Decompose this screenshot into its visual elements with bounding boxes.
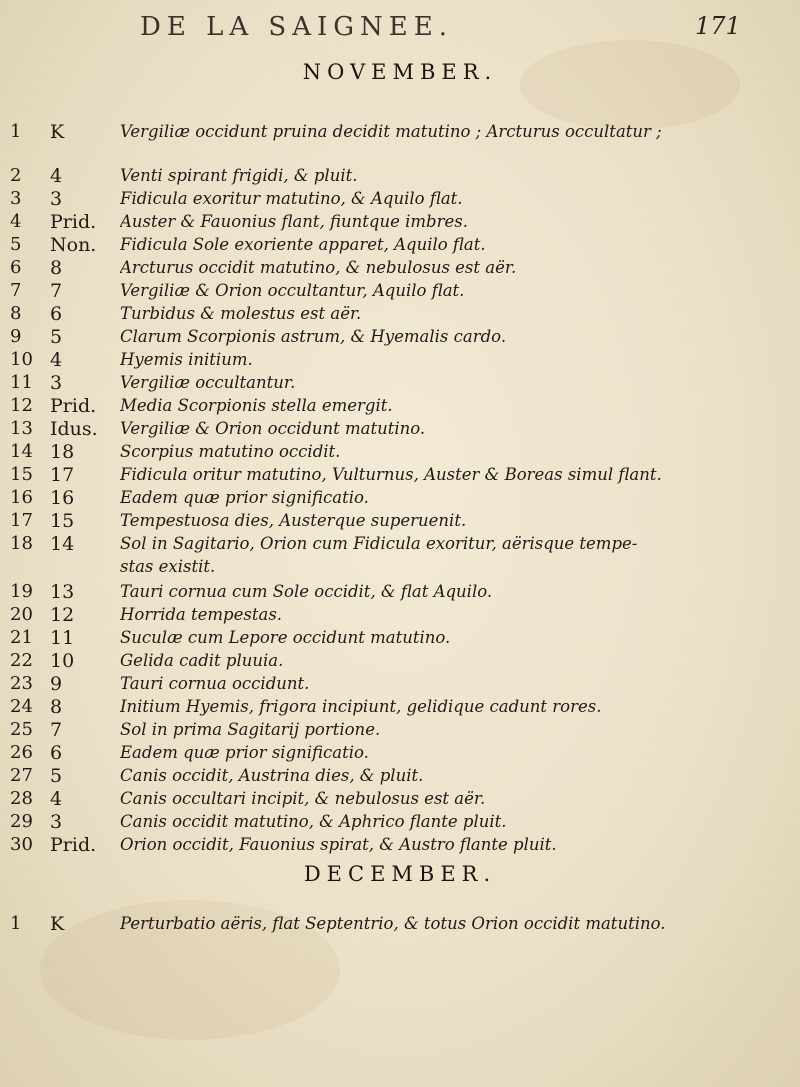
entry-text: Scorpius matutino occidit. — [120, 442, 341, 461]
day-number: 22 — [10, 650, 33, 671]
roman-date: 17 — [50, 464, 75, 486]
entry-text: Vergiliæ occultantur. — [120, 373, 296, 392]
day-number: 1 — [10, 121, 22, 142]
day-number: 14 — [10, 441, 33, 462]
entry-text: Media Scorpionis stella emergit. — [120, 396, 393, 415]
entry-text: Eadem quæ prior significatio. — [120, 743, 369, 762]
roman-date: 13 — [50, 581, 75, 603]
calendar-row — [0, 349, 800, 371]
roman-date: 12 — [50, 604, 75, 626]
day-number: 24 — [10, 696, 33, 717]
day-number: 20 — [10, 604, 33, 625]
day-number: 10 — [10, 349, 33, 370]
entry-text: Fidicula Sole exoriente apparet, Aquilo flat. — [120, 235, 486, 254]
entry-text: Tempestuosa dies, Austerque superuenit. — [120, 511, 467, 530]
calendar-row — [0, 280, 800, 302]
roman-date: 8 — [50, 696, 63, 718]
entry-text: Canis occidit, Austrina dies, & pluit. — [120, 766, 424, 785]
roman-date: Idus. — [50, 418, 98, 440]
calendar-row — [0, 303, 800, 325]
day-number: 27 — [10, 765, 33, 786]
day-number: 11 — [10, 372, 33, 393]
calendar-row — [0, 913, 800, 935]
roman-date: 6 — [50, 742, 63, 764]
roman-date: Prid. — [50, 395, 97, 417]
roman-date: 4 — [50, 165, 63, 187]
roman-date: 14 — [50, 533, 75, 555]
entry-text: Auster & Fauonius flant, fiuntque imbres. — [120, 212, 468, 231]
day-number: 18 — [10, 533, 33, 554]
entry-text: Gelida cadit pluuia. — [120, 651, 284, 670]
day-number: 30 — [10, 834, 33, 855]
calendar-row — [0, 326, 800, 348]
calendar-row — [0, 441, 800, 463]
calendar-row — [0, 765, 800, 787]
month-heading-november: NOVEMBER. — [302, 60, 498, 84]
roman-date: 4 — [50, 349, 63, 371]
calendar-row — [0, 464, 800, 486]
calendar-row — [0, 604, 800, 626]
day-number: 15 — [10, 464, 33, 485]
calendar-row — [0, 834, 800, 856]
roman-date: Prid. — [50, 211, 97, 233]
running-head: DE LA SAIGNEE. — [140, 12, 453, 42]
roman-date: 5 — [50, 326, 63, 348]
entry-text: Vergiliæ & Orion occidunt matutino. — [120, 419, 426, 438]
roman-date: 9 — [50, 673, 63, 695]
calendar-row — [0, 234, 800, 256]
entry-text: Tauri cornua occidunt. — [120, 674, 310, 693]
entry-text: Perturbatio aëris, flat Septentrio, & totus Orion occidit matutino. — [120, 914, 666, 933]
roman-date: K — [50, 913, 65, 935]
roman-date: 8 — [50, 257, 63, 279]
calendar-row — [0, 742, 800, 764]
calendar-row — [0, 395, 800, 417]
calendar-row — [0, 188, 800, 210]
day-number: 8 — [10, 303, 22, 324]
entry-text: Clarum Scorpionis astrum, & Hyemalis cardo. — [120, 327, 507, 346]
calendar-row — [0, 165, 800, 187]
calendar-row — [0, 418, 800, 440]
roman-date: 4 — [50, 788, 63, 810]
day-number: 12 — [10, 395, 33, 416]
entry-text: Vergiliæ occidunt pruina decidit matutino ; Arcturus occultatur ; — [120, 122, 662, 141]
entry-text: Orion occidit, Fauonius spirat, & Austro flante pluit. — [120, 835, 557, 854]
day-number: 13 — [10, 418, 33, 439]
day-number: 3 — [10, 188, 22, 209]
day-number: 26 — [10, 742, 33, 763]
roman-date: 16 — [50, 487, 75, 509]
entry-text: Suculæ cum Lepore occidunt matutino. — [120, 628, 451, 647]
entry-text: Turbidus & molestus est aër. — [120, 304, 362, 323]
day-number: 19 — [10, 581, 33, 602]
day-number: 7 — [10, 280, 22, 301]
entry-text: Vergiliæ & Orion occultantur, Aquilo flat. — [120, 281, 465, 300]
day-number: 4 — [10, 211, 22, 232]
calendar-row — [0, 533, 800, 555]
page-number: 171 — [695, 12, 741, 40]
paper-stain — [520, 40, 740, 130]
calendar-row — [0, 788, 800, 810]
roman-date: 3 — [50, 811, 63, 833]
calendar-row — [0, 510, 800, 532]
roman-date: Prid. — [50, 834, 97, 856]
entry-text: Fidicula exoritur matutino, & Aquilo flat. — [120, 189, 463, 208]
calendar-row — [0, 673, 800, 695]
calendar-row — [0, 211, 800, 233]
day-number: 29 — [10, 811, 33, 832]
roman-date: 10 — [50, 650, 75, 672]
entry-text: Venti spirant frigidi, & pluit. — [120, 166, 358, 185]
calendar-row — [0, 487, 800, 509]
roman-date: K — [50, 121, 65, 143]
day-number: 9 — [10, 326, 22, 347]
day-number: 21 — [10, 627, 33, 648]
month-heading-december: DECEMBER. — [303, 862, 497, 886]
entry-text-continuation: stas existit. — [120, 557, 216, 576]
day-number: 25 — [10, 719, 33, 740]
calendar-row — [0, 121, 800, 143]
entry-text: Sol in prima Sagitarij portione. — [120, 720, 381, 739]
roman-date: 7 — [50, 719, 63, 741]
day-number: 17 — [10, 510, 33, 531]
day-number: 6 — [10, 257, 22, 278]
roman-date: 11 — [50, 627, 75, 649]
calendar-row — [0, 719, 800, 741]
entry-text: Eadem quæ prior significatio. — [120, 488, 369, 507]
entry-text: Horrida tempestas. — [120, 605, 283, 624]
entry-text: Canis occultari incipit, & nebulosus est aër. — [120, 789, 486, 808]
entry-text: Tauri cornua cum Sole occidit, & flat Aquilo. — [120, 582, 493, 601]
roman-date: 3 — [50, 188, 63, 210]
calendar-row — [0, 372, 800, 394]
day-number: 28 — [10, 788, 33, 809]
roman-date: 6 — [50, 303, 63, 325]
day-number: 16 — [10, 487, 33, 508]
entry-text: Arcturus occidit matutino, & nebulosus est aër. — [120, 258, 517, 277]
entry-text: Hyemis initium. — [120, 350, 253, 369]
roman-date: 18 — [50, 441, 75, 463]
entry-text: Fidicula oritur matutino, Vulturnus, Auster & Boreas simul flant. — [120, 465, 662, 484]
roman-date: 7 — [50, 280, 63, 302]
roman-date: 3 — [50, 372, 63, 394]
calendar-row — [0, 650, 800, 672]
calendar-row — [0, 627, 800, 649]
entry-text: Canis occidit matutino, & Aphrico flante pluit. — [120, 812, 507, 831]
day-number: 23 — [10, 673, 33, 694]
calendar-row — [0, 257, 800, 279]
day-number: 1 — [10, 913, 22, 934]
roman-date: Non. — [50, 234, 97, 256]
roman-date: 5 — [50, 765, 63, 787]
calendar-row — [0, 581, 800, 603]
entry-text: Initium Hyemis, frigora incipiunt, gelidique cadunt rores. — [120, 697, 602, 716]
calendar-row — [0, 696, 800, 718]
day-number: 2 — [10, 165, 22, 186]
day-number: 5 — [10, 234, 22, 255]
roman-date: 15 — [50, 510, 75, 532]
entry-text: Sol in Sagitario, Orion cum Fidicula exoritur, aërisque tempe- — [120, 534, 638, 553]
calendar-row — [0, 811, 800, 833]
